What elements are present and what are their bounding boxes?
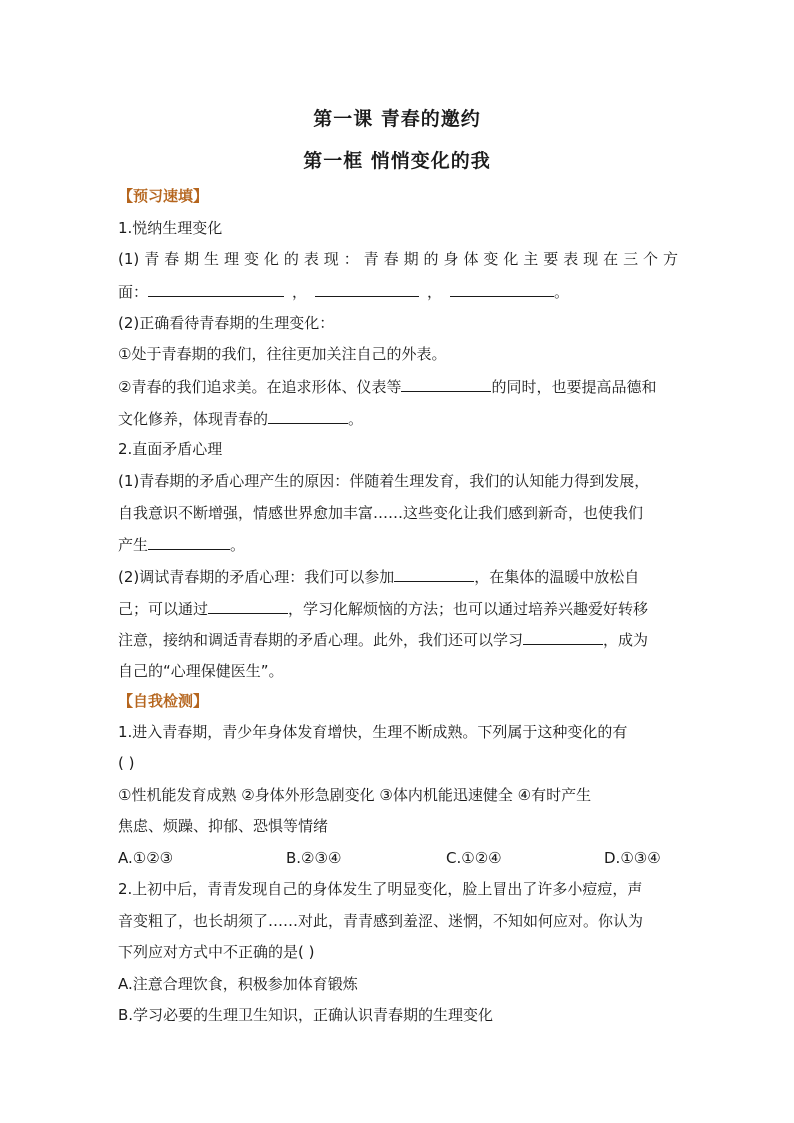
- q1-1-line1: (1)青春期生理变化的表现：青春期的身体变化主要表现在三个方: [118, 250, 678, 268]
- c1-option-b[interactable]: B.②③④: [286, 849, 342, 867]
- c1-answer-brackets: ( ): [118, 754, 135, 772]
- c1-option-a[interactable]: A.①②③: [118, 849, 174, 867]
- q1-1-prefix: 面：: [118, 283, 149, 301]
- section-title: 第一框 悄悄变化的我: [303, 150, 491, 172]
- fill-blank-9[interactable]: [523, 629, 603, 645]
- c1-items-line2: 焦虑、烦躁、抑郁、恐惧等情绪: [118, 817, 329, 835]
- q2-2-line4: 自己的“心理保健医生”。: [118, 662, 284, 680]
- selfcheck-section-heading: 【自我检测】: [118, 692, 209, 710]
- q2-2-line1: [118, 566, 678, 587]
- c2-question-line2: 音变粗了，也长胡须了……对此，青青感到羞涩、迷惘，不知如何应对。你认为: [118, 912, 644, 930]
- q1-2-item2-line2: [118, 408, 678, 429]
- fill-blank-1[interactable]: [148, 281, 284, 297]
- q2-2-line3-text: 注意，接纳和调适青春期的矛盾心理。此外，我们还可以学习: [118, 631, 524, 649]
- q2-1-line3-text: 产生: [118, 536, 149, 554]
- q1-2-item2-line1: [118, 376, 678, 397]
- c2-question-line1: 2.上初中后，青青发现自己的身体发生了明显变化，脸上冒出了许多小痘痘，声: [118, 880, 643, 898]
- q1-2-item2-line2-text: 文化修养，体现青春的: [118, 410, 269, 428]
- c1-question-line1: 1.进入青春期，青少年身体发育增快，生理不断成熟。下列属于这种变化的有: [118, 723, 628, 741]
- lesson-title: 第一课 青春的邀约: [313, 108, 481, 130]
- q2-1-line2: 自我意识不断增强，情感世界愈加丰富……这些变化让我们感到新奇，也使我们: [118, 504, 644, 522]
- q2-2-line1-cont: ，在集体的温暖中放松自: [474, 568, 640, 586]
- q1-heading: 1.悦纳生理变化: [118, 219, 223, 237]
- q2-1-line3: [118, 534, 678, 555]
- q2-2-line3-cont: ，成为: [603, 631, 649, 649]
- q1-2-item2-text: ②青春的我们追求美。在追求形体、仪表等: [118, 378, 402, 396]
- fill-blank-5[interactable]: [268, 408, 348, 424]
- fill-blank-8[interactable]: [208, 598, 288, 614]
- c2-option-a[interactable]: A.注意合理饮食，积极参加体育锻炼: [118, 975, 358, 993]
- q2-1-line1: (1)青春期的矛盾心理产生的原因：伴随着生理发育，我们的认知能力得到发展，: [118, 472, 650, 490]
- q2-2-line2-text: 己；可以通过: [118, 600, 209, 618]
- fill-blank-4[interactable]: [401, 376, 491, 392]
- q2-2-line2-cont: ，学习化解烦恼的方法；也可以通过培养兴趣爱好转移: [288, 600, 649, 618]
- c2-option-b[interactable]: B.学习必要的生理卫生知识，正确认识青春期的生理变化: [118, 1006, 494, 1024]
- q1-2-item2-text-cont: 的同时，也要提高品德和: [491, 378, 657, 396]
- q2-1-line3-end: 。: [230, 536, 246, 554]
- q1-2-item2-end: 。: [348, 410, 364, 428]
- fill-blank-2[interactable]: [315, 281, 419, 297]
- q1-2-heading: (2)正确看待青春期的生理变化：: [118, 314, 335, 332]
- q2-2-line1-text: (2)调试青春期的矛盾心理：我们可以参加: [118, 568, 395, 586]
- preview-section-heading: 【预习速填】: [118, 187, 209, 205]
- q1-1-line2: [118, 281, 678, 302]
- c1-option-c[interactable]: C.①②④: [446, 849, 502, 867]
- q1-1-sep2: ，: [427, 283, 443, 301]
- q2-2-line2: [118, 598, 678, 619]
- fill-blank-7[interactable]: [394, 566, 474, 582]
- q1-2-item1: ①处于青春期的我们，往往更加关注自己的外表。: [118, 345, 447, 363]
- fill-blank-3[interactable]: [450, 281, 554, 297]
- fill-blank-6[interactable]: [148, 534, 230, 550]
- q1-1-sep1: ，: [292, 283, 308, 301]
- q2-2-line3: [118, 629, 678, 650]
- c1-option-d[interactable]: D.①③④: [604, 849, 661, 867]
- c1-items-line1: ①性机能发育成熟 ②身体外形急剧变化 ③体内机能迅速健全 ④有时产生: [118, 786, 592, 804]
- c2-question-line3: 下列应对方式中不正确的是( ): [118, 943, 315, 961]
- q1-1-end: 。: [554, 283, 570, 301]
- q2-heading: 2.直面矛盾心理: [118, 440, 223, 458]
